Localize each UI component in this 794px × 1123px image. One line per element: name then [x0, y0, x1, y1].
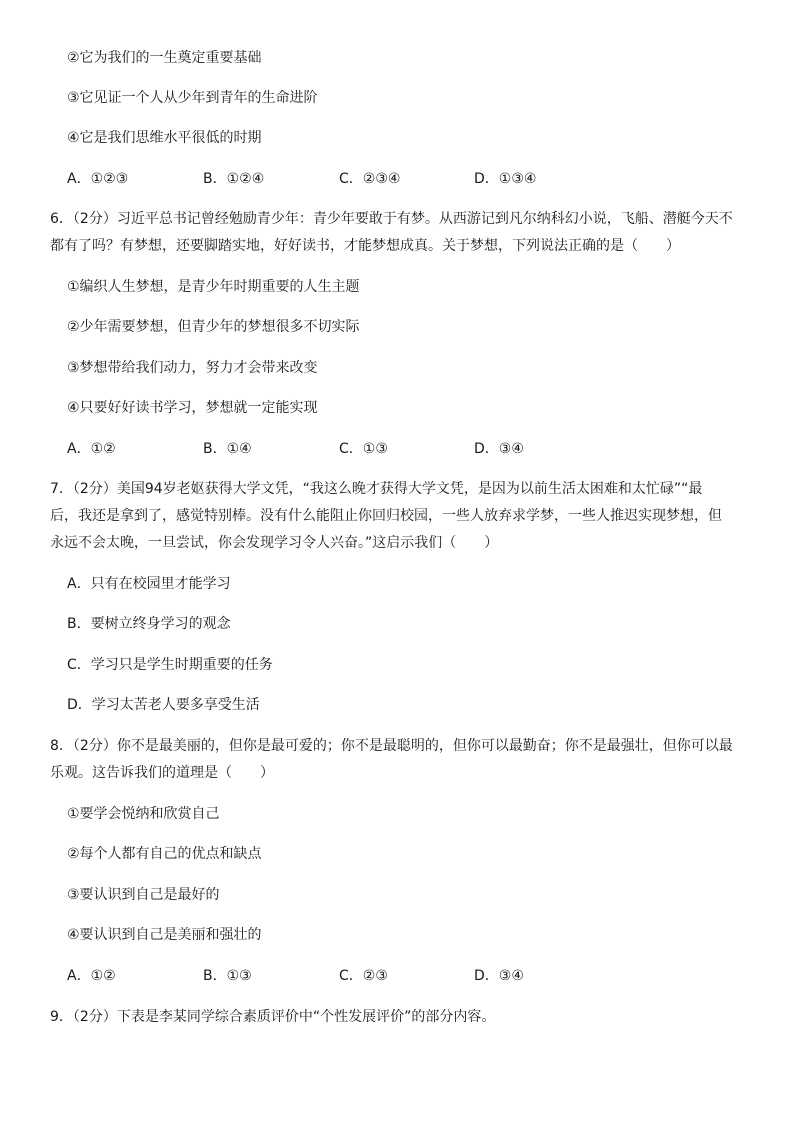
q8-option-c: C．②③ — [339, 968, 388, 984]
q6-item-3: ③梦想带给我们动力，努力才会带来改变 — [67, 360, 318, 376]
q6-option-a: A．①② — [67, 441, 116, 457]
q8-stem-line-1: 8．（2分）你不是最美丽的，但你是最可爱的；你不是最聪明的，但你可以最勤奋；你不是最强壮，但你可以最 — [50, 738, 733, 754]
q8-option-a: A．①② — [67, 968, 116, 984]
q6-option-d: D．③④ — [474, 441, 524, 457]
q6-item-2: ②少年需要梦想，但青少年的梦想很多不切实际 — [67, 319, 360, 335]
q6-option-b: B．①④ — [203, 441, 252, 457]
q5-item-4: ④它是我们思维水平很低的时期 — [67, 130, 262, 146]
q6-options — [0, 439, 794, 459]
q5-option-a: A．①②③ — [67, 171, 129, 187]
q6-item-1: ①编织人生梦想，是青少年时期重要的人生主题 — [67, 279, 360, 295]
q7-stem-line-2: 后，我还是拿到了，感觉特别棒。没有什么能阻止你回归校园，一些人放弃求学梦，一些人推迟实现梦想，但 — [50, 508, 722, 524]
q8-item-3: ③要认识到自己是最好的 — [67, 887, 220, 903]
q5-item-3: ③它见证一个人从少年到青年的生命进阶 — [67, 90, 318, 106]
q8-item-1: ①要学会悦纳和欣赏自己 — [67, 806, 220, 822]
q5-item-2: ②它为我们的一生奠定重要基础 — [67, 50, 262, 66]
q7-option-c: C．学习只是学生时期重要的任务 — [67, 657, 273, 673]
q8-item-4: ④要认识到自己是美丽和强壮的 — [67, 927, 262, 943]
q6-item-4: ④只要好好读书学习，梦想就一定能实现 — [67, 400, 318, 416]
q5-option-c: C．②③④ — [339, 171, 401, 187]
q5-options — [0, 169, 794, 189]
q7-option-a: A．只有在校园里才能学习 — [67, 576, 231, 592]
q8-options — [0, 966, 794, 986]
q7-option-b: B．要树立终身学习的观念 — [67, 616, 231, 632]
q6-stem-line-2: 都有了吗？有梦想，还要脚踏实地，好好读书，才能梦想成真。关于梦想，下列说法正确的是（ ） — [50, 238, 680, 254]
q5-option-d: D．①③④ — [474, 171, 537, 187]
q5-option-b: B．①②④ — [203, 171, 265, 187]
q7-stem-line-1: 7．（2分）美国94岁老妪获得大学文凭，“我这么晚才获得大学文凭，是因为以前生活太困难和太忙碌”“最 — [50, 481, 703, 497]
q7-option-d: D．学习太苦老人要多享受生活 — [67, 697, 260, 713]
q9-stem-line-1: 9．（2分）下表是李某同学综合素质评价中“个性发展评价”的部分内容。 — [50, 1009, 496, 1025]
q8-item-2: ②每个人都有自己的优点和缺点 — [67, 846, 262, 862]
q7-stem-line-3: 永远不会太晚，一旦尝试，你会发现学习令人兴奋。”这启示我们（ ） — [50, 535, 499, 551]
q8-stem-line-2: 乐观。这告诉我们的道理是（ ） — [50, 765, 274, 781]
q6-option-c: C．①③ — [339, 441, 388, 457]
q8-option-d: D．③④ — [474, 968, 524, 984]
q6-stem-line-1: 6．（2分）习近平总书记曾经勉励青少年：青少年要敢于有梦。从西游记到凡尔纳科幻小说，飞船、潜艇今天不 — [50, 211, 733, 227]
q8-option-b: B．①③ — [203, 968, 252, 984]
